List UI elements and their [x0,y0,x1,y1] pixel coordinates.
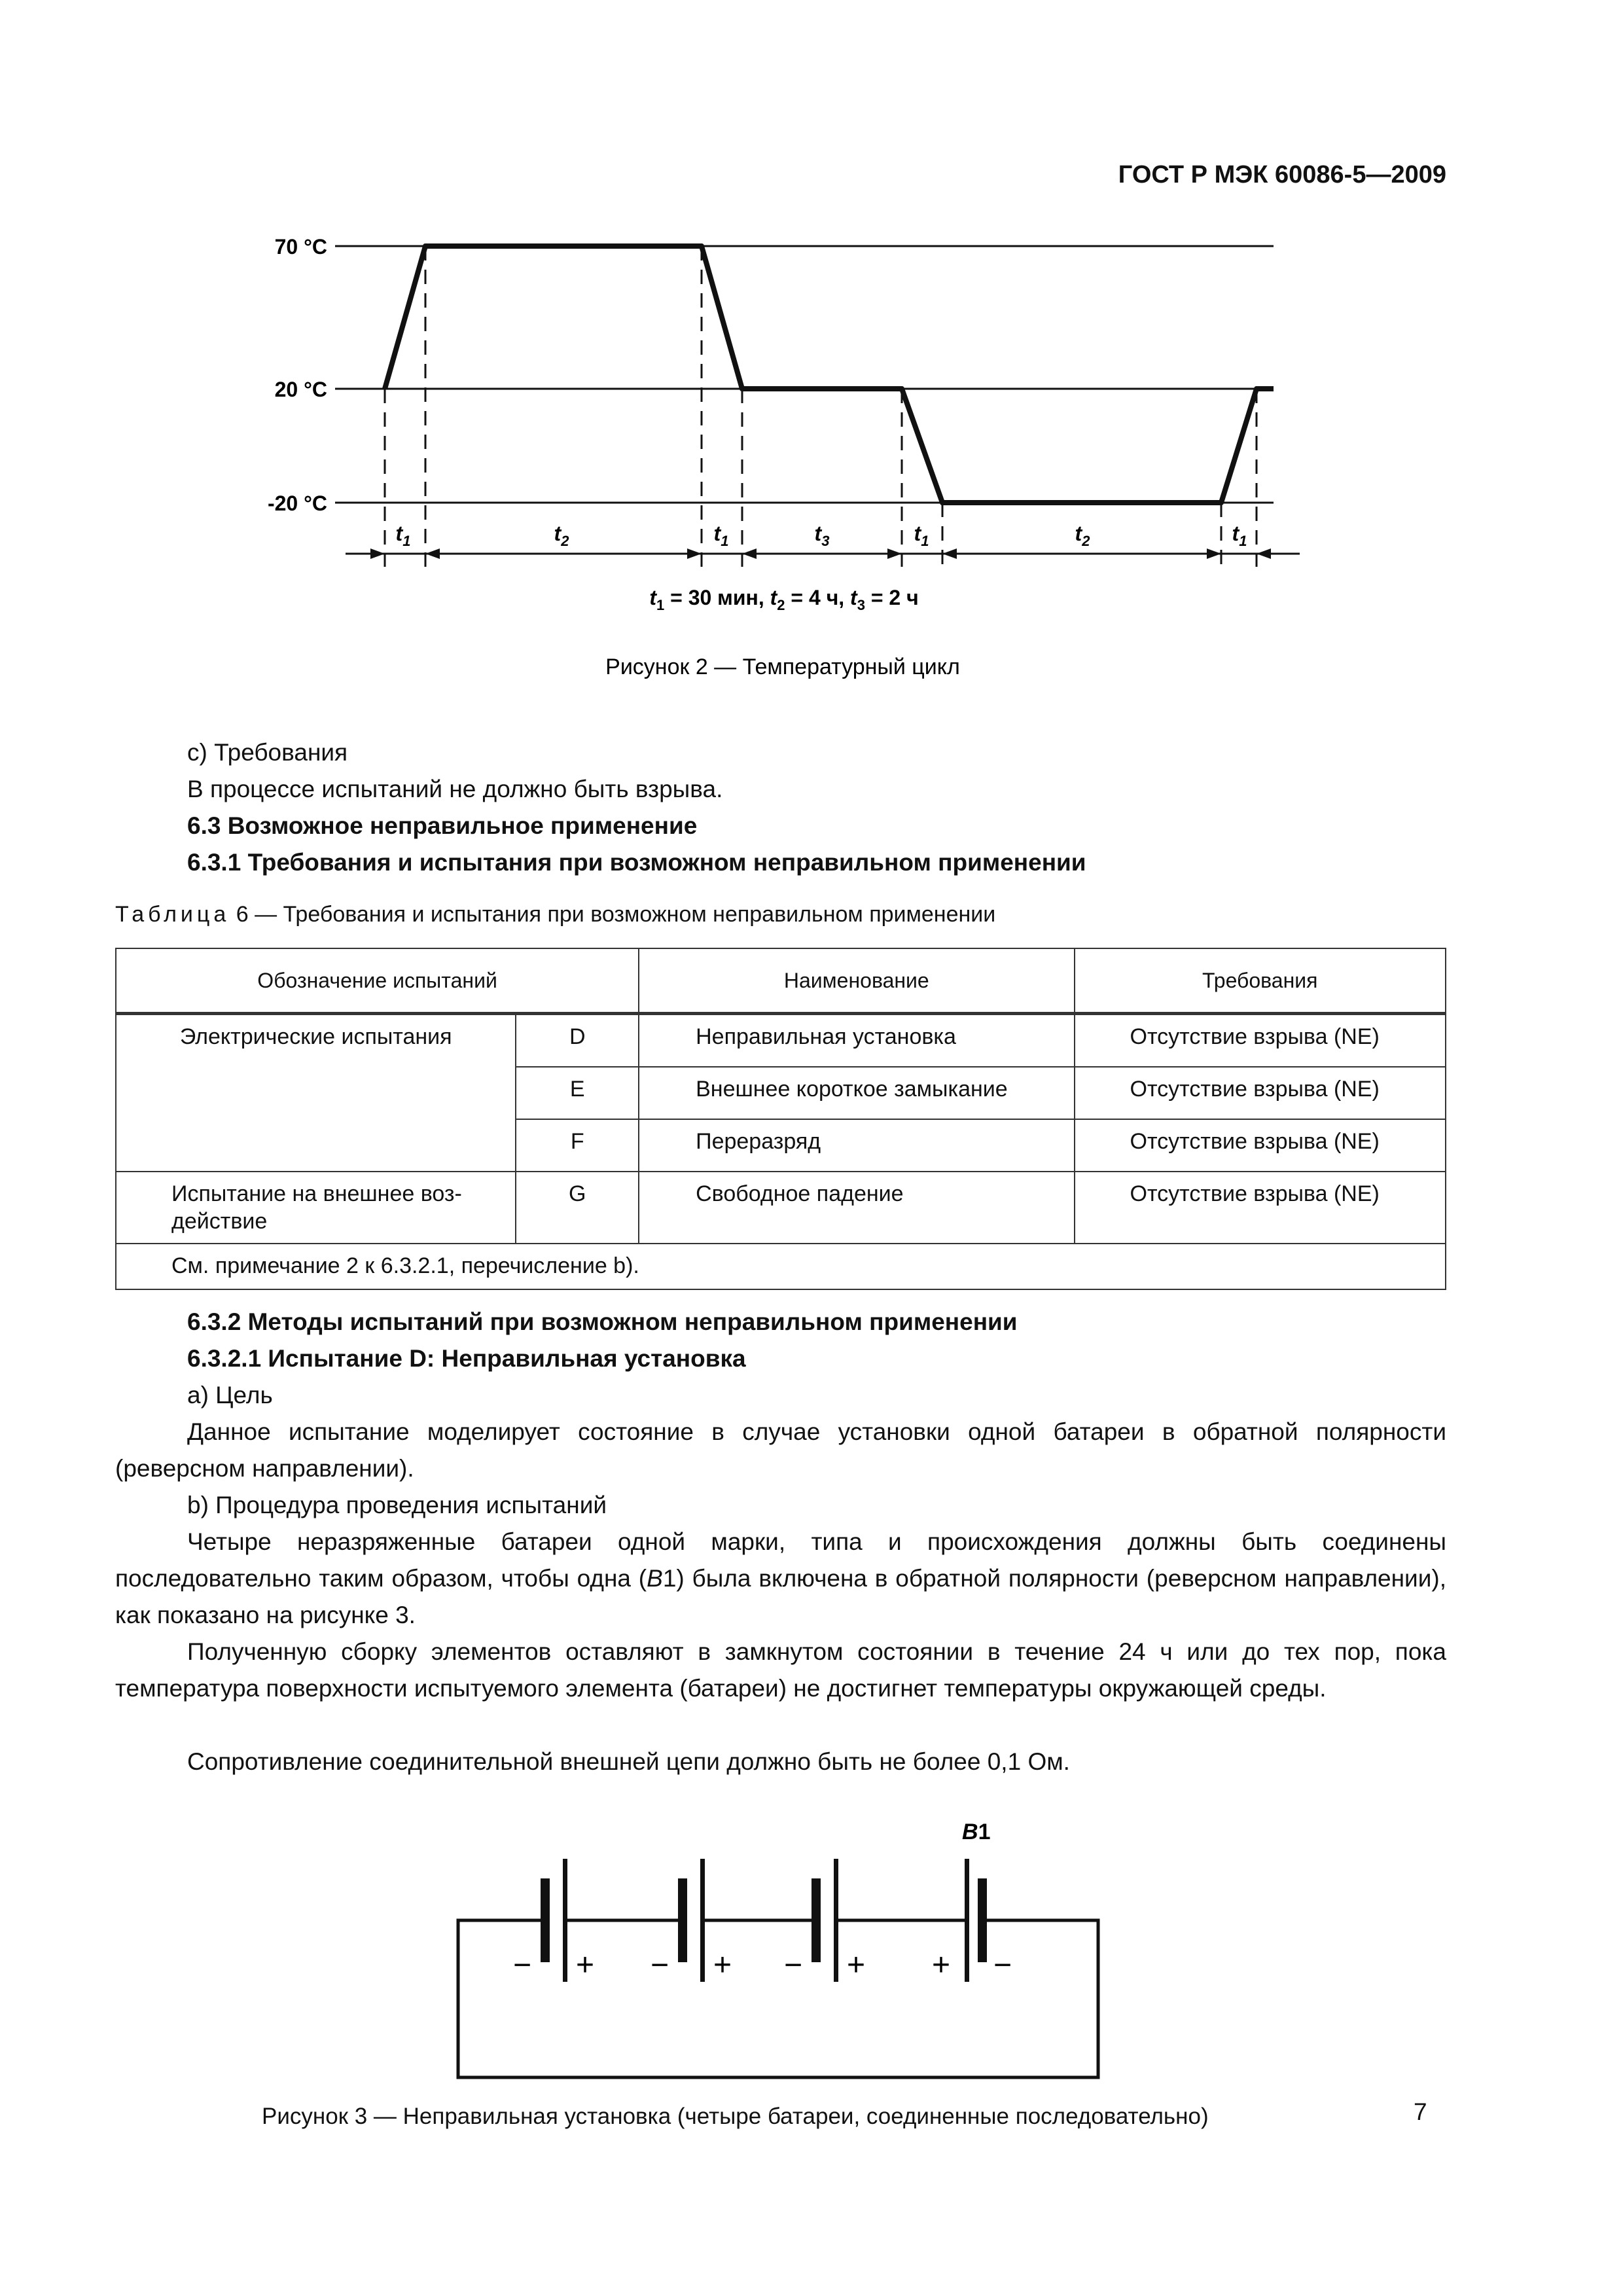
test-name: Переразряд [639,1119,1074,1172]
header-name: Наименование [639,948,1074,1014]
y-label-minus20: -20 °C [267,492,327,515]
table6 [115,948,1446,1290]
procedure-paragraph-2: Полученную сборку элементов оставляют в замкнутом состоянии в течение 24 ч или до тех пор, пока температура поверхности испытуемого элемента (батареи) не достигнет температуры окружающей среды. [115,1638,1446,1702]
table-note: См. примечание 2 к 6.3.2.1, перечисление b). [116,1244,1446,1289]
y-label-20: 20 °C [274,378,327,401]
purpose-label: a) Цель [187,1382,273,1408]
test-requirement: Отсутствие взрыва (NE) [1075,1172,1446,1244]
segment-label: $t_1$ [395,522,411,549]
b1-label: B1 [962,1820,991,1844]
segment-label: $t_2$ [554,522,569,549]
segment-label: $t_1$ [713,522,729,549]
polarity-signs [513,1948,1012,1982]
procedure-paragraph-3: Сопротивление соединительной внешней цепи должно быть не более 0,1 Ом. [187,1748,1070,1775]
table-note-row [116,1244,1446,1289]
svg-text:+: + [846,1948,866,1982]
svg-text:−: − [993,1948,1012,1982]
svg-text:+: + [713,1948,732,1982]
segment-label: $t_2$ [1075,522,1090,549]
page-number: 7 [1414,2098,1427,2125]
figure2-caption: Рисунок 2 — Температурный цикл [605,655,960,679]
svg-text:−: − [512,1948,532,1982]
header-test-designation: Обозначение испытаний [116,948,639,1014]
test-name: Неправильная установка [639,1014,1074,1067]
heading-6-3: 6.3 Возможное неправильное применение [187,812,698,839]
segment-label: $t_3$ [814,522,830,549]
header-requirements: Требования [1075,948,1446,1014]
time-markers [385,246,1257,567]
temperature-cycle-diagram [0,0,1623,720]
segment-label: $t_1$ [1232,522,1247,549]
svg-text:−: − [783,1948,803,1982]
heading-6-3-1: 6.3.1 Требования и испытания при возможном неправильном применении [187,849,1086,876]
svg-text:−: − [650,1948,669,1982]
svg-text:+: + [931,1948,951,1982]
procedure-label: b) Процедура проведения испытаний [187,1492,607,1518]
heading-6-3-2-1: 6.3.2.1 Испытание D: Неправильная установка [187,1345,746,1372]
document-number: ГОСТ Р МЭК 60086-5—2009 [1118,161,1446,188]
test-code: G [516,1172,639,1244]
test-code: E [516,1067,639,1119]
heading-6-3-2: 6.3.2 Методы испытаний при возможном неправильном применении [187,1308,1018,1335]
test-name: Внешнее короткое замыкание [639,1067,1074,1119]
figure3-caption: Рисунок 3 — Неправильная установка (четыре батареи, соединенные последовательно) [262,2104,1209,2129]
procedure-paragraph-1: Четыре неразряженные батареи одной марки, типа и происхождения должны быть соединены последовательно таким образом, чтобы одна (B1) была включена в обратной полярности (реверсном направлении), как показано на рисунке 3. [115,1528,1446,1628]
table-row [116,1172,1446,1244]
group-electrical: Электрические испытания [116,1014,516,1172]
test-requirement: Отсутствие взрыва (NE) [1075,1067,1446,1119]
purpose-text: Данное испытание моделирует состояние в случае установки одной батареи в обратной полярности (реверсном направлении). [115,1418,1446,1482]
segment-label: $t_1$ [914,522,929,549]
test-requirement: Отсутствие взрыва (NE) [1075,1014,1446,1067]
circuit-wires [458,1920,1098,2077]
req-text: В процессе испытаний не должно быть взрыва. [187,776,723,802]
temperature-profile [385,246,1274,503]
test-code: D [516,1014,639,1067]
test-code: F [516,1119,639,1172]
test-requirement: Отсутствие взрыва (NE) [1075,1119,1446,1172]
group-external: Испытание на внешнее воз-действие [116,1172,516,1244]
test-name: Свободное падение [639,1172,1074,1244]
y-label-70: 70 °C [274,235,327,259]
svg-text:+: + [575,1948,595,1982]
table-row [116,1014,1446,1067]
req-label: c) Требования [187,739,348,766]
time-legend: $t_1 = 30$ мин, $t_2 = 4$ ч, $t_3 = 2$ ч [649,586,919,613]
reverse-polarity-circuit [0,1793,1623,2094]
table6-caption: Таблица 6 — Требования и испытания при возможном неправильном применении [115,902,996,927]
